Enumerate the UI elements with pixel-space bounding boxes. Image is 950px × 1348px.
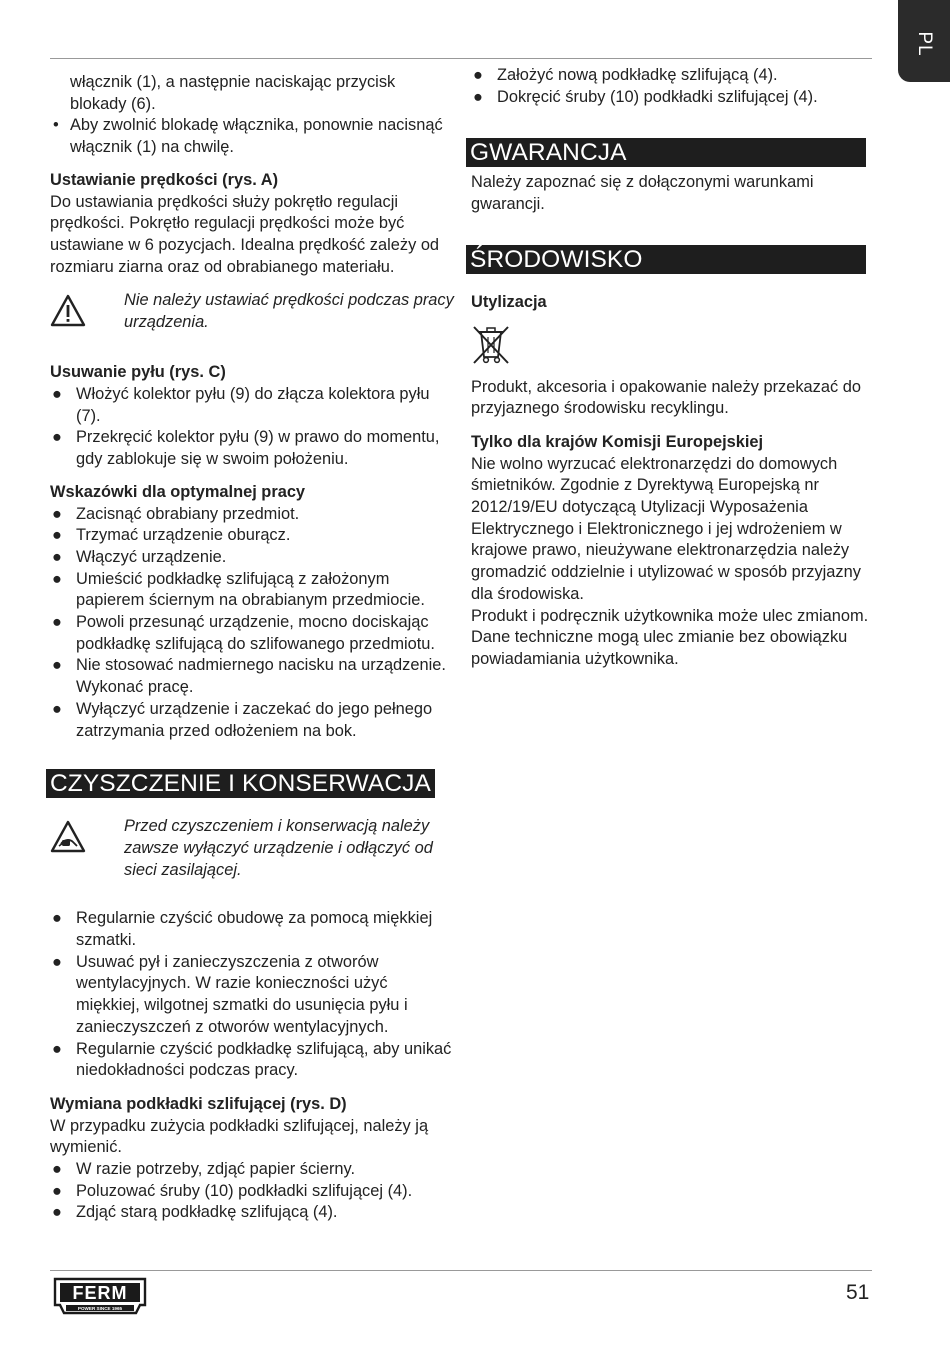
list-item: ● Usuwać pył i zanieczyszczenia z otworów wentylacyjnych. W razie konieczności użyć miękkiej, wilgotnej szmatki do usunięcia pyłu i zanieczyszczeń z otworów wentylacyjnych. — [52, 952, 408, 1036]
left-column — [50, 72, 455, 1224]
disposal-body: Produkt, akcesoria i opakowanie należy przekazać do przyjaznego środowisku recyklingu. — [471, 377, 861, 418]
pad-list — [50, 1159, 455, 1224]
language-tab — [898, 0, 950, 82]
page-number: 51 — [846, 1281, 870, 1304]
cleaning-warning — [50, 816, 455, 902]
dust-list — [50, 384, 455, 471]
bullet-mark: • — [53, 116, 59, 135]
tips-list — [50, 504, 455, 743]
language-code: PL — [913, 31, 935, 57]
pad-list-continued — [471, 65, 876, 108]
pad-body: W przypadku zużycia podkładki szlifującej, należy ją wymienić. — [50, 1116, 429, 1157]
weee-crossed-bin-icon — [471, 323, 511, 365]
bullet-mark: ● — [52, 1203, 62, 1222]
list-item: ● Włożyć kolektor pyłu (9) do złącza kolektora pyłu (7). — [52, 385, 430, 425]
list-item: ● Włączyć urządzenie. — [50, 547, 455, 569]
bullet-mark: ● — [52, 699, 62, 718]
bottom-divider — [50, 1270, 872, 1271]
bullet-mark: ● — [52, 909, 62, 928]
list-item: ● Powoli przesunąć urządzenie, mocno dociskając podkładkę szlifującą do szlifowanego przedmiotu. — [52, 613, 435, 653]
list-item: ● Regularnie czyścić podkładkę szlifującą, aby unikać niedokładności podczas pracy. — [52, 1039, 452, 1080]
bullet-mark: ● — [52, 952, 62, 971]
dust-heading: Usuwanie pyłu (rys. C) — [50, 363, 226, 382]
list-item: ● Trzymać urządzenie oburącz. — [50, 525, 455, 547]
manual-note: Produkt i podręcznik użytkownika może ulec zmianom. Dane techniczne mogą ulec zmianie bez obowiązku powiadamiania użytkownika. — [471, 606, 869, 668]
bullet-mark: ● — [52, 613, 62, 632]
tips-heading: Wskazówki dla optymalnej pracy — [50, 482, 306, 501]
logo-tagline: POWER SINCE 1965 — [77, 1306, 123, 1311]
bullet-mark: ● — [52, 385, 62, 404]
top-divider — [50, 58, 872, 59]
bullet-mark: ● — [52, 656, 62, 675]
logo-wordmark: FERM — [72, 1283, 128, 1303]
speed-warning-text: Nie należy ustawiać prędkości podczas pracy urządzenia. — [124, 291, 454, 332]
cleaning-list — [50, 908, 455, 1082]
bullet-mark: ● — [52, 1039, 62, 1058]
environment-title: ŚRODOWISKO — [466, 245, 866, 274]
bullet-mark: ● — [52, 526, 62, 545]
intro-continuation: włącznik (1), a następnie naciskając przycisk blokady (6). — [70, 73, 396, 113]
warning-icon — [50, 294, 86, 328]
bullet-mark: ● — [473, 66, 483, 84]
bullet-mark: ● — [52, 1181, 62, 1200]
list-item: ● Poluzować śruby (10) podkładki szlifującej (4). — [50, 1181, 455, 1203]
list-item: ● Wyłączyć urządzenie i zaczekać do jego pełnego zatrzymania przed odłożeniem na bok. — [52, 699, 433, 740]
list-item: ● Zdjąć starą podkładkę szlifującą (4). — [50, 1202, 455, 1224]
bullet-mark: ● — [52, 1160, 62, 1179]
cleaning-warning-text: Przed czyszczeniem i konserwacją należy zawsze wyłączyć urządzenie i odłączyć od sieci zasilającej. — [124, 817, 433, 879]
list-item: ● Umieścić podkładkę szlifującą z założonym papierem ściernym na obrabianym przedmiocie. — [52, 569, 425, 610]
cleaning-section-header — [46, 769, 435, 798]
bullet-mark: ● — [473, 87, 483, 106]
pad-heading: Wymiana podkładki szlifującej (rys. D) — [50, 1094, 347, 1113]
unplug-warning-icon — [50, 820, 86, 854]
list-item: ● Przekręcić kolektor pyłu (9) w prawo do momentu, gdy zablokuje się w swoim położeniu. — [52, 428, 440, 469]
eu-body: Nie wolno wyrzucać elektronarzędzi do domowych śmietników. Zgodnie z Dyrektywą Europejską nr 2012/19/EU dotyczącą Utylizacji Wyposażenia Elektrycznego i Elektronicznego i jej wdrożeniem w krajowe prawo, nieużywane elektronarzędzia należy gromadzić oddzielnie i utylizować w sposób przyjazny dla środowiska. — [471, 454, 861, 603]
right-column — [471, 65, 876, 671]
speed-body: Do ustawiania prędkości służy pokrętło regulacji prędkości. Pokrętło regulacji prędkości może być ustawiane w 6 pozycjach. Idealna prędkość zależy od rozmiaru ziarna oraz od obrabianego materiału. — [50, 192, 440, 276]
speed-heading: Ustawianie prędkości (rys. A) — [50, 170, 279, 189]
ferm-logo — [52, 1275, 148, 1317]
list-item: ● Zacisnąć obrabiany przedmiot. — [50, 504, 455, 526]
intro-list — [50, 115, 455, 158]
list-item: ● Dokręcić śruby (10) podkładki szlifującej (4). — [471, 87, 876, 109]
list-item: ● Nie stosować nadmiernego nacisku na urządzenie. Wykonać pracę. — [52, 656, 446, 697]
list-item: • Aby zwolnić blokadę włącznika, ponownie nacisnąć włącznik (1) na chwilę. — [53, 116, 443, 157]
list-item: ● Założyć nową podkładkę szlifującą (4). — [471, 65, 876, 87]
bullet-mark: ● — [52, 428, 62, 447]
bullet-mark: ● — [52, 547, 62, 566]
cleaning-title: CZYSZCZENIE I KONSERWACJA — [46, 769, 435, 798]
warranty-body: Należy zapoznać się z dołączonymi warunkami gwarancji. — [471, 173, 814, 214]
eu-heading: Tylko dla krajów Komisji Europejskiej — [471, 432, 764, 451]
speed-warning — [50, 290, 455, 354]
warranty-title: GWARANCJA — [466, 138, 866, 167]
bullet-mark: ● — [52, 504, 62, 523]
disposal-heading: Utylizacja — [471, 292, 547, 311]
list-item: ● Regularnie czyścić obudowę za pomocą miękkiej szmatki. — [52, 909, 433, 949]
list-item: ● W razie potrzeby, zdjąć papier ścierny. — [50, 1159, 455, 1181]
bullet-mark: ● — [52, 569, 62, 588]
